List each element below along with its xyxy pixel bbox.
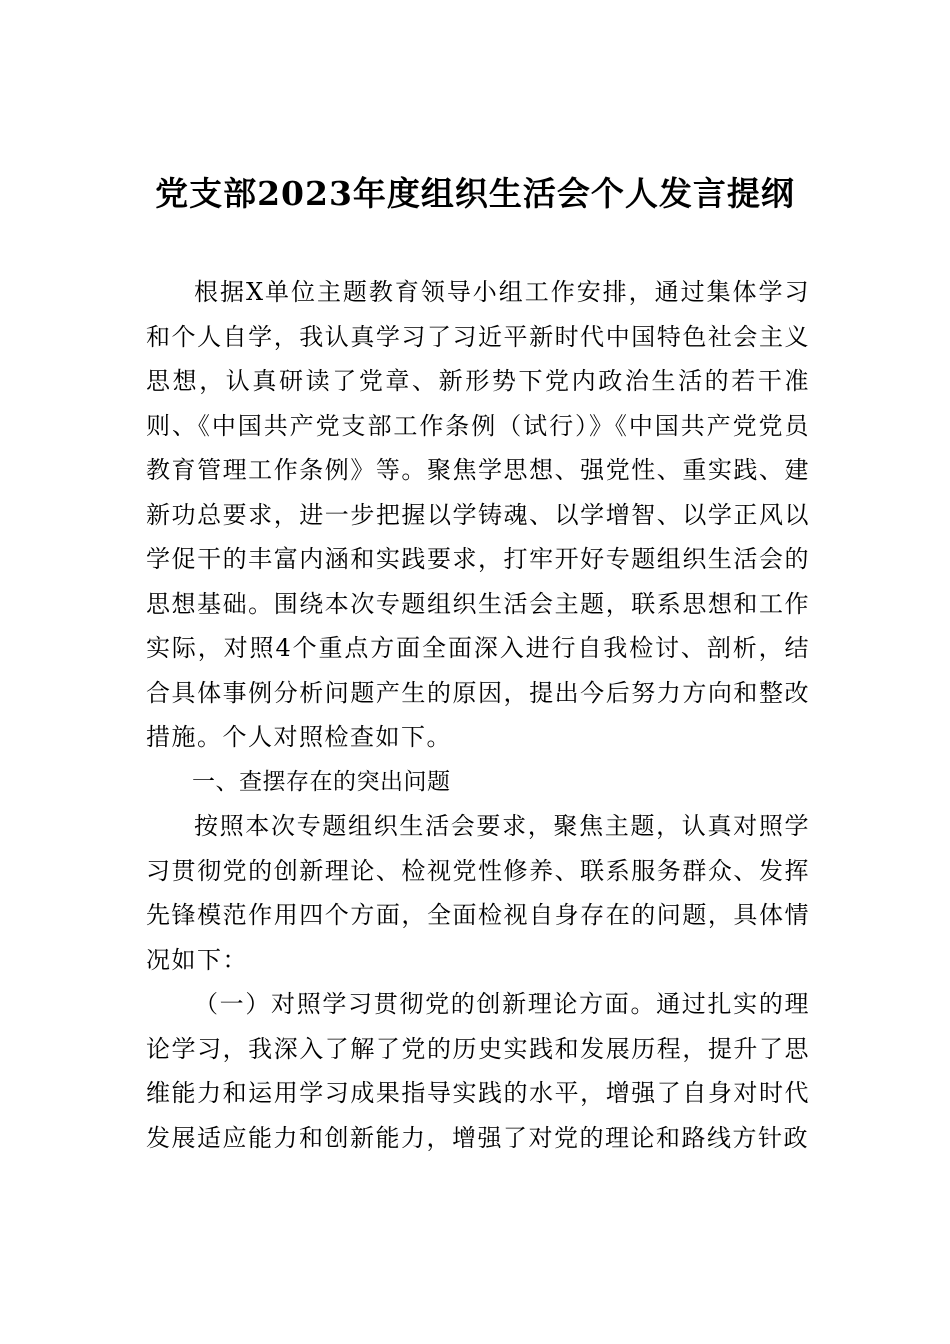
- section-heading: 一、查摆存在的突出问题: [192, 768, 451, 795]
- document-title: 党支部2023年度组织生活会个人发言提纲: [155, 174, 795, 213]
- document-body: [146, 270, 810, 1160]
- section-paragraph: 按照本次专题组织生活会要求，聚焦主题，认真对照学习贯彻党的创新理论、检视党性修养、联系服务群众、发挥先锋模范作用四个方面，全面检视自身存在的问题，具体情况如下：: [146, 812, 810, 974]
- subsection-paragraph: （一）对照学习贯彻党的创新理论方面。通过扎实的理论学习，我深入了解了党的历史实践和发展历程，提升了思维能力和运用学习成果指导实践的水平，增强了自身对时代发展适应能力和创新能力，增强了对党的理论和路线方针政: [146, 990, 810, 1152]
- intro-paragraph: 根据X单位主题教育领导小组工作安排，通过集体学习和个人自学，我认真学习了习近平新时代中国特色社会主义思想，认真研读了党章、新形势下党内政治生活的若干准则、《中国共产党支部工作条例（试行）》《中国共产党党员教育管理工作条例》等。聚焦学思想、强党性、重实践、建新功总要求，进一步把握以学铸魂、以学增智、以学正风以学促干的丰富内涵和实践要求，打牢开好专题组织生活会的思想基础。围绕本次专题组织生活会主题，联系思想和工作实际，对照4个重点方面全面深入进行自我检讨、剖析，结合具体事例分析问题产生的原因，提出今后努力方向和整改措施。个人对照检查如下。: [146, 278, 810, 751]
